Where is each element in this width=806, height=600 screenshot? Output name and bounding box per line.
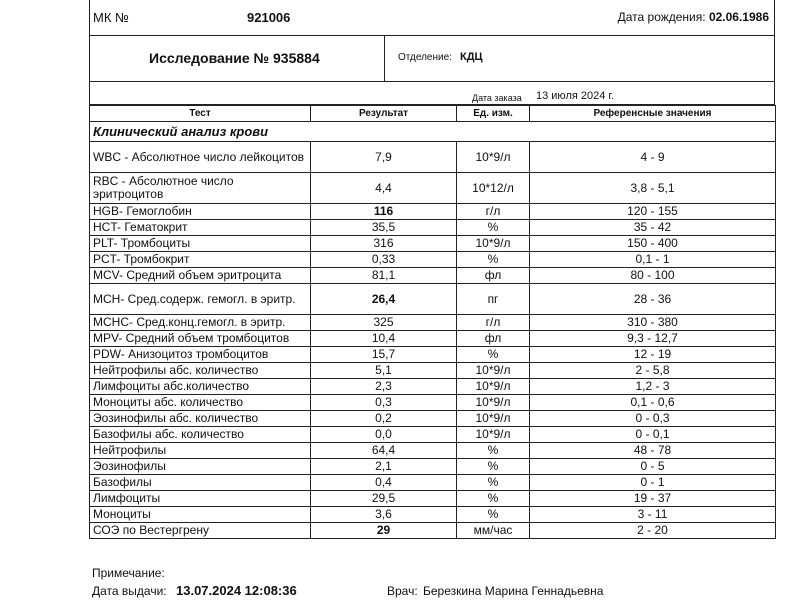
test-result: 29,5 <box>311 491 457 507</box>
test-reference: 12 - 19 <box>530 347 776 363</box>
test-result: 316 <box>311 236 457 252</box>
test-name: WBC - Абсолютное число лейкоцитов <box>90 142 311 173</box>
test-name: MCV- Средний объем эритроцита <box>90 268 311 284</box>
section-row <box>90 122 776 142</box>
test-unit: 10*12/л <box>457 173 530 204</box>
test-result: 81,1 <box>311 268 457 284</box>
test-unit: 10*9/л <box>457 236 530 252</box>
section-title: Клинический анализ крови <box>90 122 776 142</box>
test-result: 64,4 <box>311 443 457 459</box>
department-value: КДЦ <box>460 51 483 63</box>
issue-date-label: Дата выдачи: <box>92 584 167 598</box>
test-result: 325 <box>311 315 457 331</box>
test-reference: 0 - 1 <box>530 475 776 491</box>
test-unit: мм/час <box>457 523 530 539</box>
test-reference: 310 - 380 <box>530 315 776 331</box>
order-date-value: 13 июля 2024 г. <box>536 90 615 102</box>
test-unit: 10*9/л <box>457 427 530 443</box>
test-unit: г/л <box>457 315 530 331</box>
test-name: MCH- Сред.содерж. гемогл. в эритр. <box>90 284 311 315</box>
test-reference: 2 - 5,8 <box>530 363 776 379</box>
test-unit: фл <box>457 268 530 284</box>
results-table <box>89 105 776 539</box>
table-header-row <box>90 106 776 122</box>
lab-report-sheet <box>89 0 776 600</box>
test-unit: % <box>457 475 530 491</box>
test-reference: 120 - 155 <box>530 204 776 220</box>
test-name: PLT- Тромбоциты <box>90 236 311 252</box>
test-name: MCHC- Сред.конц.гемогл. в эритр. <box>90 315 311 331</box>
test-result: 0,4 <box>311 475 457 491</box>
test-reference: 4 - 9 <box>530 142 776 173</box>
test-unit: 10*9/л <box>457 379 530 395</box>
test-reference: 0,1 - 0,6 <box>530 395 776 411</box>
test-unit: 10*9/л <box>457 142 530 173</box>
test-reference: 150 - 400 <box>530 236 776 252</box>
doctor-label: Врач: <box>387 584 418 598</box>
test-result: 0,33 <box>311 252 457 268</box>
test-unit: % <box>457 507 530 523</box>
test-unit: % <box>457 459 530 475</box>
test-result-flagged: 26,4 <box>311 284 457 315</box>
test-unit: фл <box>457 331 530 347</box>
test-name: Эозинофилы абс. количество <box>90 411 311 427</box>
test-reference: 0 - 0,1 <box>530 427 776 443</box>
column-header-reference: Референсные значения <box>530 106 776 122</box>
test-reference: 1,2 - 3 <box>530 379 776 395</box>
issue-date-value: 13.07.2024 12:08:36 <box>176 583 297 598</box>
test-reference: 0,1 - 1 <box>530 252 776 268</box>
test-result: 15,7 <box>311 347 457 363</box>
test-name: Лимфоциты абс.количество <box>90 379 311 395</box>
birth-date-value: 02.06.1986 <box>708 10 769 24</box>
test-name: Лимфоциты <box>90 491 311 507</box>
test-unit: % <box>457 252 530 268</box>
test-reference: 19 - 37 <box>530 491 776 507</box>
test-unit: 10*9/л <box>457 411 530 427</box>
column-header-unit: Ед. изм. <box>457 106 530 122</box>
table-row <box>90 443 776 459</box>
test-unit: % <box>457 347 530 363</box>
birth-date-label: Дата рождения: <box>617 10 706 24</box>
table-row <box>90 523 776 539</box>
table-row <box>90 315 776 331</box>
table-row <box>90 331 776 347</box>
test-unit: % <box>457 443 530 459</box>
table-row <box>90 475 776 491</box>
table-row <box>90 236 776 252</box>
test-reference: 2 - 20 <box>530 523 776 539</box>
test-name: Моноциты абс. количество <box>90 395 311 411</box>
test-name: СОЭ по Вестергрену <box>90 523 311 539</box>
test-result: 10,4 <box>311 331 457 347</box>
test-name: MPV- Средний объем тромбоцитов <box>90 331 311 347</box>
test-reference: 0 - 5 <box>530 459 776 475</box>
test-name: Нейтрофилы абс. количество <box>90 363 311 379</box>
test-result: 35,5 <box>311 220 457 236</box>
test-result: 3,6 <box>311 507 457 523</box>
table-row <box>90 347 776 363</box>
table-row <box>90 507 776 523</box>
study-divider <box>384 36 385 81</box>
table-row <box>90 142 776 173</box>
table-row <box>90 220 776 236</box>
test-reference: 80 - 100 <box>530 268 776 284</box>
test-unit: 10*9/л <box>457 395 530 411</box>
test-unit: 10*9/л <box>457 363 530 379</box>
table-row <box>90 284 776 315</box>
test-result-flagged: 29 <box>311 523 457 539</box>
test-result: 7,9 <box>311 142 457 173</box>
mk-number: 921006 <box>247 10 291 25</box>
table-row <box>90 363 776 379</box>
patient-id-box <box>89 0 775 36</box>
table-row <box>90 173 776 204</box>
test-result: 4,4 <box>311 173 457 204</box>
table-row <box>90 379 776 395</box>
birth-date <box>618 10 769 24</box>
test-result-flagged: 116 <box>311 204 457 220</box>
study-title: Исследование № 935884 <box>149 50 320 66</box>
test-reference: 48 - 78 <box>530 443 776 459</box>
test-name: Базофилы абс. количество <box>90 427 311 443</box>
doctor-name: Березкина Марина Геннадьевна <box>423 584 604 598</box>
test-reference: 9,3 - 12,7 <box>530 331 776 347</box>
mk-label: МК № <box>93 10 129 25</box>
test-result: 0,3 <box>311 395 457 411</box>
note-label: Примечание: <box>92 566 165 580</box>
test-result: 5,1 <box>311 363 457 379</box>
order-date-box <box>89 81 775 105</box>
table-row <box>90 252 776 268</box>
test-name: RBC - Абсолютное число эритроцитов <box>90 173 311 204</box>
column-header-test: Тест <box>90 106 311 122</box>
test-name: HGB- Гемоглобин <box>90 204 311 220</box>
test-reference: 0 - 0,3 <box>530 411 776 427</box>
test-name: PDW- Анизоцитоз тромбоцитов <box>90 347 311 363</box>
test-name: Эозинофилы <box>90 459 311 475</box>
test-name: Моноциты <box>90 507 311 523</box>
order-date-label: Дата заказа <box>472 93 522 103</box>
test-result: 2,1 <box>311 459 457 475</box>
test-reference: 3,8 - 5,1 <box>530 173 776 204</box>
table-row <box>90 204 776 220</box>
test-unit: пг <box>457 284 530 315</box>
study-box <box>89 36 775 82</box>
test-reference: 3 - 11 <box>530 507 776 523</box>
test-result: 2,3 <box>311 379 457 395</box>
test-name: PCT- Тромбокрит <box>90 252 311 268</box>
test-name: Базофилы <box>90 475 311 491</box>
test-unit: % <box>457 220 530 236</box>
test-result: 0,0 <box>311 427 457 443</box>
table-row <box>90 427 776 443</box>
table-row <box>90 459 776 475</box>
department-label: Отделение: <box>398 52 452 63</box>
table-row <box>90 268 776 284</box>
table-row <box>90 411 776 427</box>
table-row <box>90 395 776 411</box>
test-result: 0,2 <box>311 411 457 427</box>
test-reference: 35 - 42 <box>530 220 776 236</box>
test-name: HCT- Гематокрит <box>90 220 311 236</box>
column-header-result: Результат <box>311 106 457 122</box>
test-unit: % <box>457 491 530 507</box>
test-unit: г/л <box>457 204 530 220</box>
test-reference: 28 - 36 <box>530 284 776 315</box>
table-row <box>90 491 776 507</box>
test-name: Нейтрофилы <box>90 443 311 459</box>
